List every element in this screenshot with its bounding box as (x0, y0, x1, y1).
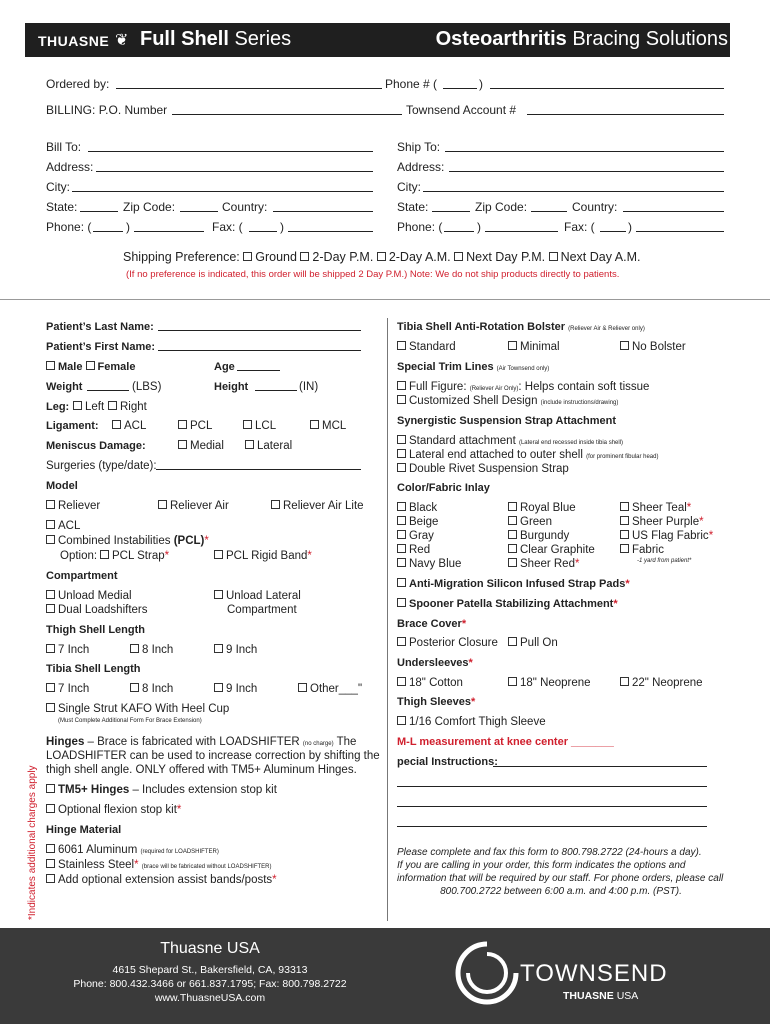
color-red[interactable]: Red (397, 543, 430, 557)
bolster-standard[interactable]: Standard (397, 340, 456, 354)
lateral-attachment[interactable]: Lateral end attached to outer shell (for prominent fibular head) (397, 448, 658, 464)
extension-assist-option[interactable]: Add optional extension assist bands/posts* (46, 873, 277, 887)
trim-heading: Special Trim Lines (Air Townsend only) (397, 361, 550, 373)
checkbox[interactable] (112, 420, 121, 429)
checkbox[interactable] (508, 637, 517, 646)
bill-city-label: City: (46, 180, 70, 194)
color-green[interactable]: Green (508, 515, 552, 529)
leaf-icon: ❦ (115, 32, 129, 49)
checkbox[interactable] (397, 558, 406, 567)
bill-to-field[interactable] (88, 151, 373, 152)
compartment-heading: Compartment (46, 570, 118, 582)
bill-city-field[interactable] (72, 191, 373, 192)
weight-field[interactable] (87, 390, 129, 391)
model-reliever-air-lite[interactable]: Reliever Air Lite (271, 499, 364, 513)
thigh-length-heading: Thigh Shell Length (46, 624, 145, 636)
checkbox[interactable] (397, 544, 406, 553)
checkbox[interactable] (298, 683, 307, 692)
ml-measurement[interactable]: M-L measurement at knee center _______ (397, 736, 614, 748)
checkbox[interactable] (46, 590, 55, 599)
hinge-material-heading: Hinge Material (46, 824, 122, 836)
fax-line: information that will be required by our staff. For phone orders, please call (397, 873, 724, 884)
ship-zip-field[interactable] (531, 211, 567, 212)
ship-fax-field[interactable] (636, 231, 724, 232)
bill-fax-field[interactable] (288, 231, 373, 232)
special-instructions-label: pecial Instructions: (397, 756, 498, 768)
color-navy-blue[interactable]: Navy Blue (397, 557, 461, 571)
double-rivet[interactable]: Double Rivet Suspension Strap (397, 462, 569, 476)
trim-full-figure[interactable]: Full Figure: (Reliever Air Only): Helps contain soft tissue (397, 380, 649, 396)
surgeries-field[interactable] (156, 469, 361, 470)
color-heading: Color/Fabric Inlay (397, 482, 490, 494)
pull-on[interactable]: Pull On (508, 636, 558, 650)
bolster-minimal[interactable]: Minimal (508, 340, 560, 354)
checkbox[interactable] (310, 420, 319, 429)
ship-option-next-am[interactable]: Next Day A.M. (549, 250, 641, 264)
model-reliever[interactable]: Reliever (46, 499, 100, 513)
checkbox[interactable] (46, 859, 55, 868)
ship-fax-area-field[interactable] (600, 231, 626, 232)
thigh-9-inch[interactable]: 9 Inch (214, 643, 257, 657)
pcl-strap[interactable]: PCL Strap* (100, 549, 169, 563)
hinges-line-1: Hinges – Brace is fabricated with LOADSHIFTER (no charge) The (46, 736, 357, 748)
hinges-line-3: thigh shell angle. ONLY offered with TM5+ Aluminum Hinges. (46, 764, 357, 776)
checkbox[interactable] (73, 401, 82, 410)
aluminum-option[interactable]: 6061 Aluminum (required for LOADSHIFTER) (46, 843, 219, 859)
color-gray[interactable]: Gray (397, 529, 434, 543)
checkbox[interactable] (100, 550, 109, 559)
ship-to-field[interactable] (445, 151, 724, 152)
ship-address-label: Address: (397, 160, 445, 174)
tibia-other[interactable]: Other___" (298, 682, 362, 696)
checkbox[interactable] (508, 516, 517, 525)
ship-city-label: City: (397, 180, 421, 194)
fax-line: Please complete and fax this form to 800.798.2722 (24-hours a day). (397, 847, 702, 858)
leg-left[interactable]: Left (73, 400, 104, 414)
checkbox[interactable] (46, 644, 55, 653)
fax-line: If you are calling in your order, this form indicates the options and (397, 860, 686, 871)
ship-option-next-pm[interactable]: Next Day P.M. (454, 250, 545, 264)
first-name-field[interactable] (158, 350, 361, 351)
checkbox[interactable] (620, 544, 629, 553)
thigh-sleeves-heading: Thigh Sleeves* (397, 696, 476, 708)
bill-to-label: Bill To: (46, 140, 82, 154)
single-strut-note: (Must Complete Additional Form For Brace Extension) (58, 718, 202, 724)
model-heading: Model (46, 480, 78, 492)
surgeries-label: Surgeries (type/date): (46, 460, 157, 472)
townsend-account-label: Townsend Account # (406, 103, 517, 117)
company-phone: Phone: 800.432.3466 or 661.837.1795; Fax: 800.798.2722 (73, 978, 347, 990)
company-address: 4615 Shepard St., Bakersfield, CA, 93313 (112, 964, 308, 976)
dual-loadshifters[interactable]: Dual Loadshifters (46, 603, 148, 617)
thigh-8-inch[interactable]: 8 Inch (130, 643, 173, 657)
tibia-8-inch[interactable]: 8 Inch (130, 682, 173, 696)
thigh-7-inch[interactable]: 7 Inch (46, 643, 89, 657)
special-instructions-field-3[interactable] (397, 806, 707, 807)
phone-area-field[interactable] (443, 88, 477, 89)
color-sheer-teal[interactable]: Sheer Teal* (620, 501, 691, 515)
leg-label: Leg: (46, 401, 70, 413)
ship-address-field[interactable] (449, 171, 724, 172)
checkbox[interactable] (549, 252, 558, 261)
checkbox[interactable] (214, 550, 223, 559)
neoprene-18[interactable]: 18" Neoprene (508, 676, 591, 690)
fabric-note: -1 yard from patient* (637, 558, 692, 564)
in-unit: (IN) (299, 381, 319, 393)
bill-phone-label: Phone: ( (46, 220, 92, 234)
company-website[interactable]: www.ThuasneUSA.com (154, 992, 266, 1004)
checkbox[interactable] (300, 252, 309, 261)
neoprene-22[interactable]: 22" Neoprene (620, 676, 703, 690)
bill-state-field[interactable] (80, 211, 118, 212)
checkbox[interactable] (46, 784, 55, 793)
model-reliever-air[interactable]: Reliever Air (158, 499, 229, 513)
checkbox[interactable] (243, 252, 252, 261)
header-banner (25, 23, 730, 57)
checkbox[interactable] (508, 530, 517, 539)
shipping-preference-row (123, 250, 640, 264)
checkbox[interactable] (454, 252, 463, 261)
checkbox[interactable] (508, 341, 517, 350)
stainless-steel-option[interactable]: Stainless Steel* (brace will be fabricated without LOADSHIFTER) (46, 858, 271, 874)
paren: ) (280, 220, 284, 234)
column-divider (387, 318, 388, 921)
tibia-length-heading: Tibia Shell Length (46, 663, 141, 675)
bill-state-label: State: (46, 200, 78, 214)
ship-option-2day-am[interactable]: 2-Day A.M. (377, 250, 451, 264)
checkbox[interactable] (178, 420, 187, 429)
checkbox[interactable] (46, 604, 55, 613)
bill-country-field[interactable] (273, 211, 373, 212)
age-field[interactable] (237, 370, 280, 371)
checkbox[interactable] (46, 535, 55, 544)
checkbox[interactable] (508, 502, 517, 511)
bill-zip-field[interactable] (180, 211, 218, 212)
thuasne-usa-logo: THUASNE USA (563, 990, 639, 1002)
tm5-hinges[interactable]: TM5+ Hinges – Includes extension stop kit (46, 783, 277, 797)
ship-phone-area-field[interactable] (444, 231, 474, 232)
brand-logo: THUASNE (38, 33, 110, 49)
checkbox[interactable] (130, 644, 139, 653)
ship-city-field[interactable] (423, 191, 724, 192)
undersleeves-heading: Undersleeves* (397, 657, 473, 669)
color-us-flag[interactable]: US Flag Fabric* (620, 529, 713, 543)
color-beige[interactable]: Beige (397, 515, 438, 529)
checkbox[interactable] (397, 637, 406, 646)
townsend-logo-mark (455, 940, 519, 1006)
tibia-7-inch[interactable]: 7 Inch (46, 682, 89, 696)
color-sheer-red[interactable]: Sheer Red* (508, 557, 579, 571)
shipping-note: (If no preference is indicated, this order will be shipped 2 Day P.M.) Note: We do not ship products directly to patients. (126, 269, 620, 280)
checkbox[interactable] (46, 844, 55, 853)
color-fabric[interactable]: Fabric (620, 543, 664, 557)
po-number-field[interactable] (172, 114, 402, 115)
special-instructions-field-4[interactable] (397, 826, 707, 827)
bolster-none[interactable]: No Bolster (620, 340, 686, 354)
checkbox[interactable] (397, 578, 406, 587)
first-name-label: Patient’s First Name: (46, 341, 156, 353)
checkbox[interactable] (130, 683, 139, 692)
unload-lateral-compartment: Compartment (227, 604, 297, 616)
additional-charges-note: *Indicates additional charges apply (27, 765, 38, 920)
checkbox[interactable] (397, 449, 406, 458)
checkbox[interactable] (377, 252, 386, 261)
ligament-label: Ligament: (46, 420, 99, 432)
meniscus-medial[interactable]: Medial (178, 439, 224, 453)
trim-customized[interactable]: Customized Shell Design (include instructions/drawing) (397, 394, 618, 410)
spooner-option[interactable]: Spooner Patella Stabilizing Attachment* (397, 597, 618, 611)
ligament-lcl[interactable]: LCL (243, 419, 276, 433)
single-strut-kafo[interactable]: Single Strut KAFO With Heel Cup (46, 702, 229, 716)
ship-state-label: State: (397, 200, 429, 214)
checkbox[interactable] (397, 463, 406, 472)
ship-state-field[interactable] (432, 211, 470, 212)
checkbox[interactable] (620, 530, 629, 539)
ship-country-field[interactable] (623, 211, 724, 212)
checkbox[interactable] (271, 500, 280, 509)
checkbox[interactable] (397, 516, 406, 525)
bill-address-label: Address: (46, 160, 94, 174)
color-black[interactable]: Black (397, 501, 437, 515)
comfort-thigh-sleeve[interactable]: 1/16 Comfort Thigh Sleeve (397, 715, 546, 729)
checkbox[interactable] (158, 500, 167, 509)
color-clear-graphite[interactable]: Clear Graphite (508, 543, 595, 557)
checkbox[interactable] (46, 683, 55, 692)
checkbox[interactable] (46, 520, 55, 529)
checkbox[interactable] (397, 502, 406, 511)
age-label: Age (214, 361, 235, 373)
checkbox[interactable] (620, 677, 629, 686)
checkbox[interactable] (46, 361, 55, 370)
last-name-label: Patient’s Last Name: (46, 321, 154, 333)
pcl-rigid-band[interactable]: PCL Rigid Band* (214, 549, 312, 563)
weight-label: Weight (46, 381, 83, 393)
bolster-heading: Tibia Shell Anti-Rotation Bolster (Reliever Air & Reliever only) (397, 321, 645, 333)
color-royal-blue[interactable]: Royal Blue (508, 501, 576, 515)
checkbox[interactable] (397, 381, 406, 390)
ordered-by-label: Ordered by: (46, 77, 110, 91)
fax-instructions (397, 846, 725, 898)
ship-fax-label: Fax: ( (564, 220, 595, 234)
townsend-account-field[interactable] (527, 114, 724, 115)
checkbox[interactable] (397, 598, 406, 607)
checkbox[interactable] (46, 874, 55, 883)
ligament-pcl[interactable]: PCL (178, 419, 212, 433)
special-instructions-field-1[interactable] (493, 766, 707, 767)
phone-field[interactable] (490, 88, 724, 89)
checkbox[interactable] (397, 341, 406, 350)
section-divider (0, 299, 770, 300)
color-sheer-purple[interactable]: Sheer Purple* (620, 515, 704, 529)
tibia-9-inch[interactable]: 9 Inch (214, 682, 257, 696)
billing-label: BILLING: P.O. Number (46, 103, 168, 117)
special-instructions-field-2[interactable] (397, 786, 707, 787)
checkbox[interactable] (243, 420, 252, 429)
height-field[interactable] (255, 390, 297, 391)
checkbox[interactable] (620, 341, 629, 350)
company-name: Thuasne USA (160, 940, 260, 957)
last-name-field[interactable] (158, 330, 361, 331)
ligament-acl[interactable]: ACL (112, 419, 146, 433)
anti-migration-option[interactable]: Anti-Migration Silicon Infused Strap Pads* (397, 577, 630, 591)
synergistic-heading: Synergistic Suspension Strap Attachment (397, 415, 617, 427)
checkbox[interactable] (46, 500, 55, 509)
ship-phone-label: Phone: ( (397, 220, 443, 234)
checkbox[interactable] (46, 804, 55, 813)
fax-line: 800.700.2722 between 6:00 a.m. and 4:00 p.m. (PST). (440, 886, 682, 897)
bill-phone-field[interactable] (134, 231, 204, 232)
ship-phone-field[interactable] (485, 231, 558, 232)
townsend-logo-text: TOWNSEND (520, 960, 668, 987)
checkbox[interactable] (86, 361, 95, 370)
meniscus-lateral[interactable]: Lateral (245, 439, 292, 453)
bill-country-label: Country: (222, 200, 268, 214)
checkbox[interactable] (508, 544, 517, 553)
bill-phone-area-field[interactable] (93, 231, 123, 232)
paren: ) (479, 77, 483, 91)
phone-label: Phone # ( (385, 77, 438, 91)
cotton-18[interactable]: 18" Cotton (397, 676, 463, 690)
ordered-by-field[interactable] (116, 88, 382, 89)
pcl-option-label: Option: (60, 550, 98, 562)
standard-attachment[interactable]: Standard attachment (Lateral end recessed inside tibia shell) (397, 434, 623, 450)
ligament-mcl[interactable]: MCL (310, 419, 346, 433)
checkbox[interactable] (620, 516, 629, 525)
series-title: Full Shell Series (140, 28, 292, 50)
unload-medial[interactable]: Unload Medial (46, 589, 132, 603)
bill-fax-label: Fax: ( (212, 220, 243, 234)
shipping-label: Shipping Preference: (123, 250, 240, 264)
posterior-closure[interactable]: Posterior Closure (397, 636, 498, 650)
ship-option-ground[interactable]: Ground (243, 250, 297, 264)
checkbox[interactable] (397, 395, 406, 404)
ship-zip-label: Zip Code: (475, 200, 528, 214)
ship-to-label: Ship To: (397, 140, 441, 154)
meniscus-label: Meniscus Damage: (46, 440, 146, 452)
color-burgundy[interactable]: Burgundy (508, 529, 569, 543)
checkbox[interactable] (508, 677, 517, 686)
footer (0, 928, 770, 1024)
checkbox[interactable] (178, 440, 187, 449)
model-combined[interactable]: Combined Instabilities (PCL)* (46, 534, 209, 548)
bill-zip-label: Zip Code: (123, 200, 176, 214)
checkbox[interactable] (214, 683, 223, 692)
bill-address-field[interactable] (96, 171, 373, 172)
height-label: Height (214, 381, 249, 393)
ship-option-2day-pm[interactable]: 2-Day P.M. (300, 250, 373, 264)
checkbox[interactable] (46, 703, 55, 712)
checkbox[interactable] (214, 590, 223, 599)
hinges-line-2: LOADSHIFTER can be used to increase correction by shifting the (46, 750, 380, 762)
checkbox[interactable] (508, 558, 517, 567)
ship-country-label: Country: (572, 200, 618, 214)
checkbox[interactable] (108, 401, 117, 410)
model-acl[interactable]: ACL (46, 519, 80, 533)
sex-options: Male Female (46, 360, 135, 374)
paren: ) (477, 220, 481, 234)
checkbox[interactable] (397, 435, 406, 444)
checkbox[interactable] (397, 530, 406, 539)
checkbox[interactable] (397, 677, 406, 686)
checkbox[interactable] (397, 716, 406, 725)
lbs-unit: (LBS) (132, 381, 162, 393)
unload-lateral[interactable]: Unload Lateral (214, 589, 301, 603)
leg-right[interactable]: Right (108, 400, 147, 414)
flexion-stop-kit[interactable]: Optional flexion stop kit* (46, 803, 181, 817)
checkbox[interactable] (214, 644, 223, 653)
paren: ) (126, 220, 130, 234)
checkbox[interactable] (245, 440, 254, 449)
bill-fax-area-field[interactable] (249, 231, 277, 232)
checkbox[interactable] (620, 502, 629, 511)
paren: ) (628, 220, 632, 234)
brace-cover-heading: Brace Cover* (397, 618, 467, 630)
page-title: Osteoarthritis Bracing Solutions (435, 28, 728, 50)
